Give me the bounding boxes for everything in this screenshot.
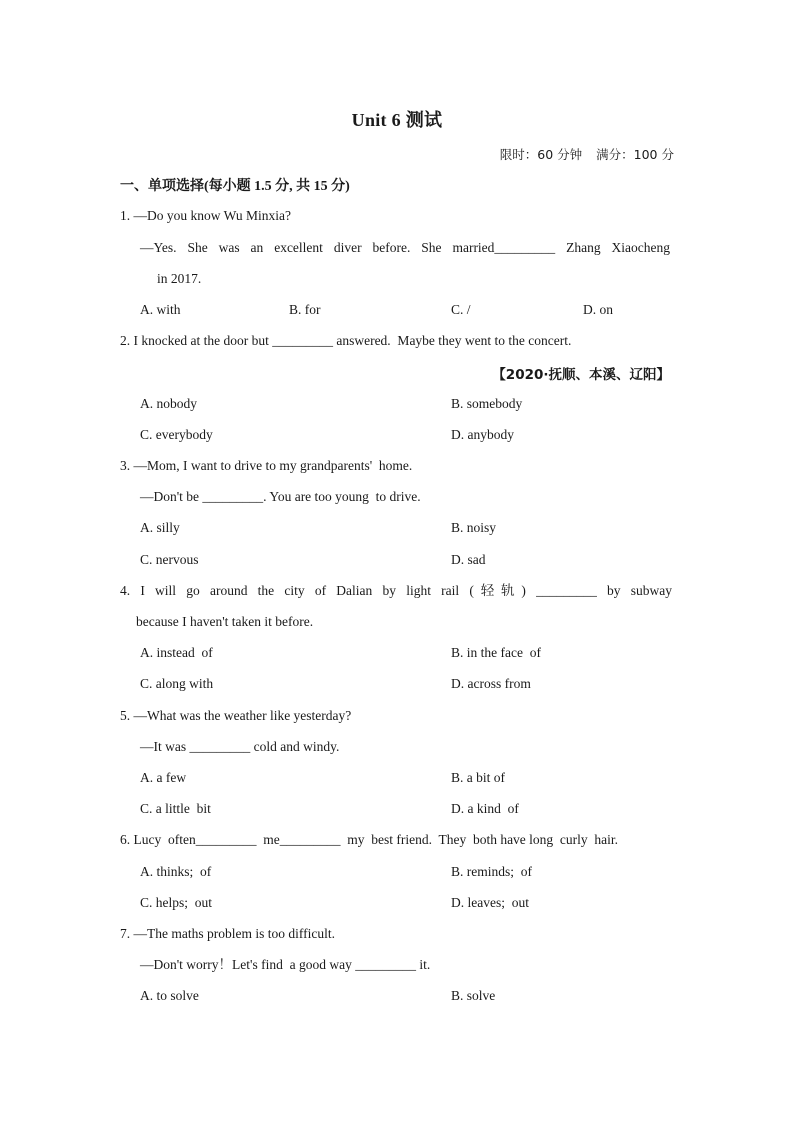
question-3-option-c[interactable]: C. nervous (140, 552, 199, 567)
question-5-stem: 5. —What was the weather like yesterday? (120, 708, 352, 723)
question-2-stem: 2. I knocked at the door but _________ answered. Maybe they went to the concert. (120, 333, 572, 348)
question-2-option-a[interactable]: A. nobody (140, 396, 197, 411)
question-3-stem: 3. —Mom, I want to drive to my grandparents' home. (120, 458, 413, 473)
question-4-stem-cont: because I haven't taken it before. (136, 614, 314, 629)
question-7-option-b[interactable]: B. solve (451, 988, 496, 1003)
question-7-stem: 7. —The maths problem is too difficult. (120, 926, 335, 941)
question-1-option-a[interactable]: A. with (140, 302, 181, 317)
question-4-option-d[interactable]: D. across from (451, 676, 531, 691)
question-1-stem-cont: —Yes. She was an excellent diver before. She married_________ Zhang Xiaocheng (140, 240, 670, 255)
question-6-option-b[interactable]: B. reminds; of (451, 864, 532, 879)
question-1-option-b[interactable]: B. for (289, 302, 321, 317)
question-5-option-d[interactable]: D. a kind of (451, 801, 519, 816)
question-5-option-b[interactable]: B. a bit of (451, 770, 505, 785)
question-6-option-d[interactable]: D. leaves; out (451, 895, 529, 910)
question-3-option-b[interactable]: B. noisy (451, 520, 497, 535)
question-4-stem: 4. I will go around the city of Dalian by light rail (轻轨) _________ by subway (120, 583, 672, 598)
question-6-stem: 6. Lucy often_________ me_________ my best friend. They both have long curly hair. (120, 832, 619, 847)
question-4-option-a[interactable]: A. instead of (140, 645, 213, 660)
question-1-option-c[interactable]: C. / (451, 302, 471, 317)
question-5-option-c[interactable]: C. a little bit (140, 801, 211, 816)
question-2-option-d[interactable]: D. anybody (451, 427, 514, 442)
question-1-option-d[interactable]: D. on (583, 302, 613, 317)
question-6-option-a[interactable]: A. thinks; of (140, 864, 212, 879)
question-5-stem-cont: —It was _________ cold and windy. (140, 739, 340, 754)
full-marks: 满分：100 分 (596, 147, 674, 162)
question-2-option-c[interactable]: C. everybody (140, 427, 213, 442)
question-5-option-a[interactable]: A. a few (140, 770, 187, 785)
question-2-source: 【2020·抚顺、本溪、辽阳】 (492, 367, 670, 383)
question-4-option-b[interactable]: B. in the face of (451, 645, 541, 660)
question-3-option-d[interactable]: D. sad (451, 552, 486, 567)
question-3-option-a[interactable]: A. silly (140, 520, 180, 535)
question-7-option-a[interactable]: A. to solve (140, 988, 199, 1003)
question-2-option-b[interactable]: B. somebody (451, 396, 523, 411)
question-6-option-c[interactable]: C. helps; out (140, 895, 213, 910)
question-4-option-c[interactable]: C. along with (140, 676, 214, 691)
page-title: Unit 6 测试 (351, 110, 443, 130)
question-1-stem: 1. —Do you know Wu Minxia? (120, 208, 291, 223)
question-1-stem-cont2: in 2017. (157, 271, 202, 286)
section-heading: 一、单项选择(每小题 1.5 分, 共 15 分) (120, 179, 350, 194)
question-3-stem-cont: —Don't be _________. You are too young to drive. (140, 489, 421, 504)
exam-meta (500, 145, 674, 163)
time-limit: 限时：60 分钟 (499, 147, 583, 162)
question-7-stem-cont: —Don't worry！Let's find a good way _________ it. (140, 957, 431, 972)
